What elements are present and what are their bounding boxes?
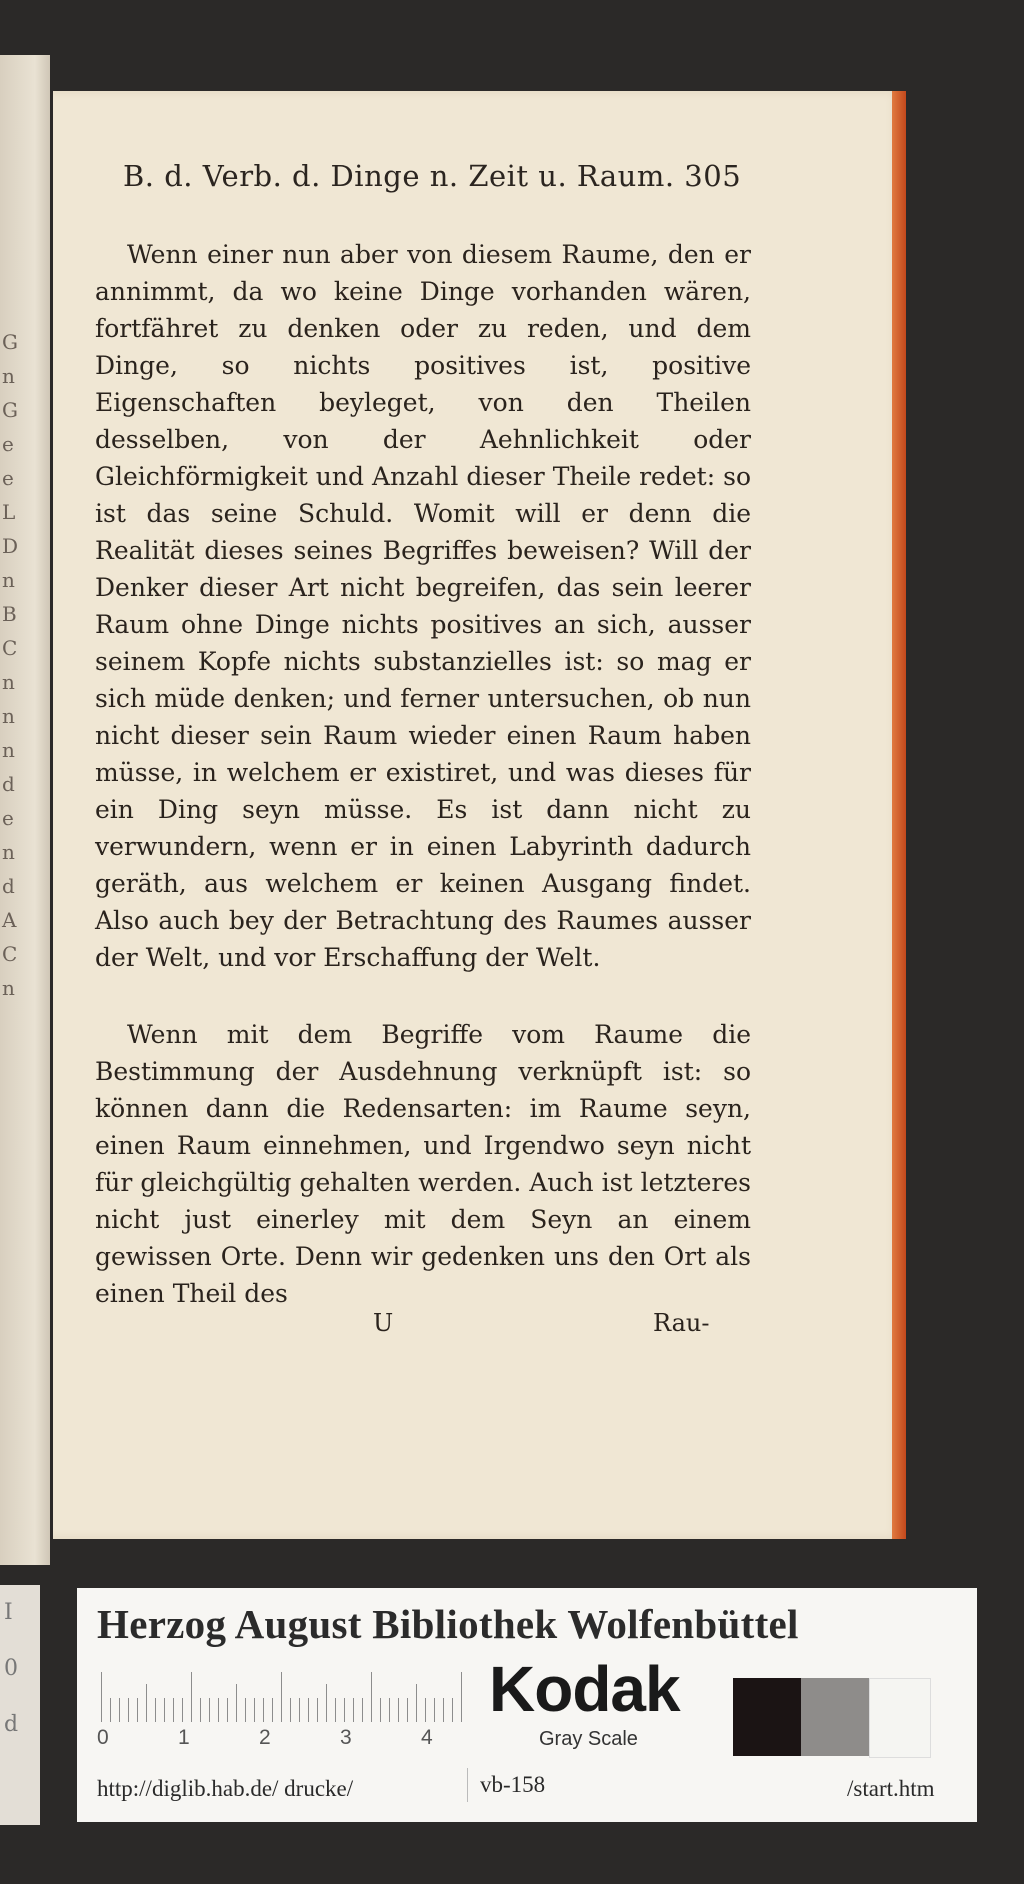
left-glyph: D (2, 534, 19, 558)
left-glyph: C (2, 942, 18, 966)
book-page (53, 91, 903, 1539)
ruler-tick (407, 1698, 408, 1722)
left-glyph: n (2, 704, 15, 728)
ruler-tick (119, 1698, 120, 1722)
color-calibration-card (77, 1588, 977, 1822)
left-glyph: n (2, 568, 15, 592)
ruler-tick (191, 1672, 192, 1722)
ruler-tick (200, 1698, 201, 1722)
shelfmark: vb-158 (467, 1768, 557, 1802)
ruler-tick (128, 1698, 129, 1722)
ruler-tick (353, 1698, 354, 1722)
ruler-tick (389, 1698, 390, 1722)
signature-mark: U (373, 1309, 394, 1337)
left-page-glyphs (2, 325, 22, 1005)
page-fore-edge (892, 91, 906, 1539)
ruler-number: 0 (97, 1726, 109, 1749)
ruler-number: 4 (421, 1726, 433, 1749)
left-lower-strip (0, 1585, 40, 1825)
ruler-tick (146, 1684, 147, 1722)
left-glyph: C (2, 636, 18, 660)
ruler-tick (416, 1684, 417, 1722)
ruler-tick (245, 1698, 246, 1722)
paragraph-1: Wenn einer nun aber von diesem Raume, den er annimmt, da wo keine Dinge vorhanden wären, fortfähret zu denken oder zu reden, und dem Dinge, so nichts positives ist, positive Eigenschaften beyleget, von den Theilen desselben, von der Aehnlichkeit oder Gleichförmigkeit und Anzahl dieser Theile redet: so ist das seine Schuld. Womit will er denn die Realität dieses seines Begriffes beweisen? Will der Denker dieser Art nicht begreifen, das sein leerer Raum ohne Dinge nichts positives an sich, ausser seinem Kopfe nichts substanzielles ist: so mag er sich müde denken; und ferner untersuchen, ob nun nicht dieser sein Raum wieder einen Raum haben müsse, in welchem er existiret, und was dieses für ein Ding seyn müsse. Es ist dann nicht zu verwundern, wenn er in einen Labyrinth dadurch geräth, aus welchem er keinen Ausgang findet. Also auch bey der Betrachtung des Raumes ausser der Welt, und vor Erschaffung der Welt. (95, 240, 751, 972)
left-glyph: L (2, 500, 16, 524)
ruler-tick (218, 1698, 219, 1722)
url-suffix: /start.htm (847, 1776, 935, 1801)
left-glyph: d (2, 772, 15, 796)
swatch-black (733, 1678, 801, 1756)
ruler-tick (380, 1698, 381, 1722)
ruler-number: 3 (340, 1726, 352, 1749)
ruler-tick (308, 1698, 309, 1722)
left-page-edge (0, 55, 50, 1565)
ruler-tick (443, 1698, 444, 1722)
left-glyph: n (2, 738, 15, 762)
left-glyph: G (2, 330, 18, 354)
ruler-tick (461, 1672, 462, 1722)
ruler-tick (335, 1698, 336, 1722)
ruler-tick (299, 1698, 300, 1722)
ruler-tick (227, 1698, 228, 1722)
left-glyph: B (2, 602, 17, 626)
url-prefix: http://diglib.hab.de/ drucke/ (97, 1776, 354, 1801)
ruler-scale (101, 1668, 471, 1722)
swatch-gray (801, 1678, 869, 1756)
ruler-tick (281, 1672, 282, 1722)
left-glyph: e (2, 432, 14, 456)
ruler-tick (317, 1698, 318, 1722)
ruler-tick (110, 1698, 111, 1722)
catchword: Rau- (653, 1309, 710, 1337)
ruler-tick (326, 1684, 327, 1722)
gray-scale-label: Gray Scale (539, 1728, 638, 1750)
ruler-tick (236, 1684, 237, 1722)
ruler-number: 2 (259, 1726, 271, 1749)
ruler-tick (155, 1698, 156, 1722)
ruler-tick (398, 1698, 399, 1722)
left-glyph: n (2, 364, 15, 388)
left-lower-glyph: 0 (4, 1656, 18, 1681)
left-glyph: e (2, 466, 14, 490)
ruler-tick (371, 1672, 372, 1722)
swatch-white (869, 1678, 931, 1758)
left-glyph: A (2, 908, 17, 932)
ruler-tick (452, 1698, 453, 1722)
ruler-numbers (97, 1726, 457, 1752)
ruler-tick (344, 1698, 345, 1722)
ruler-tick (290, 1698, 291, 1722)
left-glyph: G (2, 398, 18, 422)
ruler-number: 1 (178, 1726, 190, 1749)
ruler-tick (362, 1698, 363, 1722)
ruler-tick (209, 1698, 210, 1722)
ruler-tick (182, 1698, 183, 1722)
ruler-tick (101, 1672, 102, 1722)
left-lower-glyph: d (4, 1712, 19, 1737)
ruler-tick (263, 1698, 264, 1722)
running-header: B. d. Verb. d. Dinge n. Zeit u. Raum. 305 (123, 159, 742, 193)
left-glyph: n (2, 670, 15, 694)
left-glyph: n (2, 976, 15, 1000)
ruler-tick (434, 1698, 435, 1722)
left-lower-glyph: I (4, 1600, 13, 1625)
paragraph-2: Wenn mit dem Begriffe vom Raume die Bestimmung der Ausdehnung verknüpft ist: so können dann die Redensarten: im Raume seyn, einen Raum einnehmen, und Irgendwo seyn nicht für gleichgültig gehalten werden. Auch ist letzteres nicht just einerley mit dem Seyn an einem gewissen Orte. Denn wir gedenken uns den Ort als einen Theil des (95, 1020, 751, 1308)
ruler-tick (254, 1698, 255, 1722)
ruler-tick (425, 1698, 426, 1722)
ruler-tick (272, 1698, 273, 1722)
left-glyph: e (2, 806, 14, 830)
ruler-tick (137, 1698, 138, 1722)
left-glyph: n (2, 840, 15, 864)
kodak-logo: Kodak (489, 1653, 680, 1725)
ruler-tick (164, 1698, 165, 1722)
left-glyph: d (2, 874, 15, 898)
ruler-tick (173, 1698, 174, 1722)
library-name: Herzog August Bibliothek Wolfenbüttel (97, 1601, 799, 1647)
